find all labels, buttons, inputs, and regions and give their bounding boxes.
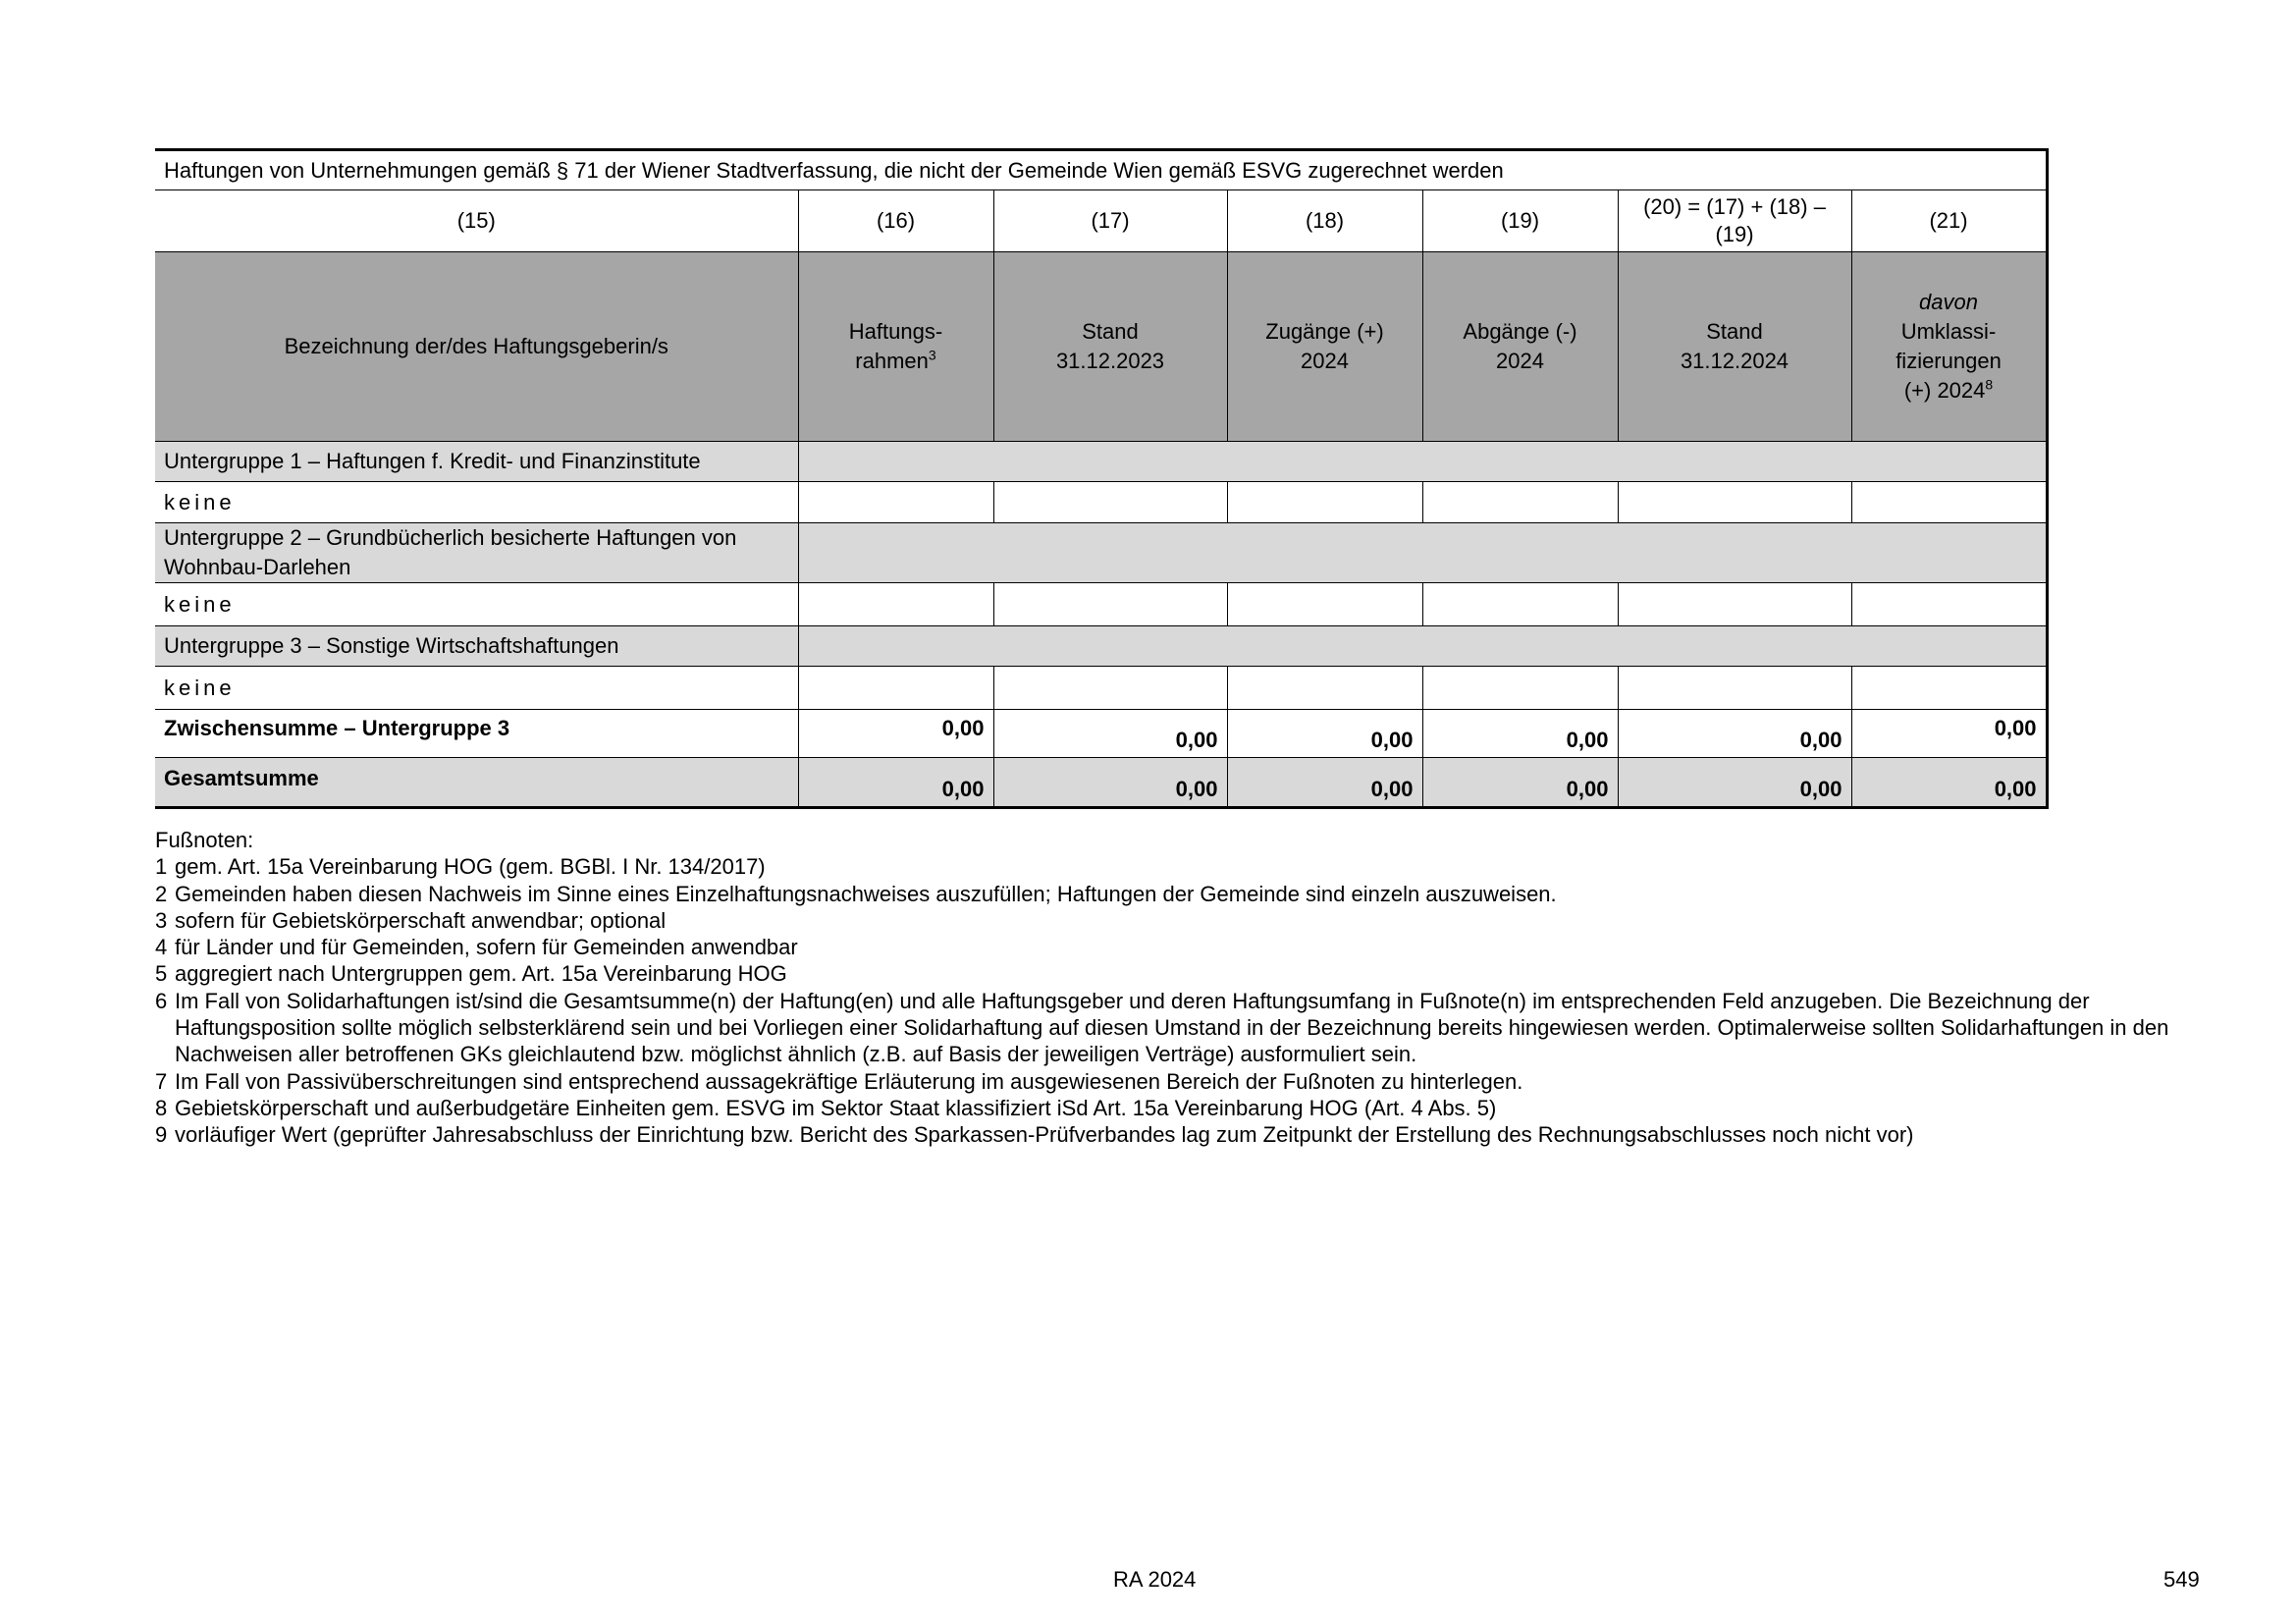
header-abgaenge <box>1422 252 1618 442</box>
footnote-9 <box>155 1121 2177 1148</box>
col-number-15: (15) <box>155 190 798 252</box>
col-number-21: (21) <box>1851 190 2047 252</box>
entry-row-1 <box>155 482 2047 523</box>
entry-cell <box>1227 482 1422 523</box>
footnote-number: 2 <box>155 881 168 906</box>
subtotal-value: 0,00 <box>1618 710 1851 758</box>
footnote-1 <box>155 853 2177 880</box>
header-umklassifizierungen-line1: davon <box>1919 290 1978 314</box>
footnote-2 <box>155 881 2177 907</box>
entry-cell <box>993 667 1227 710</box>
subtotal-value: 0,00 <box>1227 710 1422 758</box>
subgroup-label-1: Untergruppe 1 – Haftungen f. Kredit- und Finanzinstitute <box>155 442 798 482</box>
header-stand-2024 <box>1618 252 1851 442</box>
entry-cell <box>993 482 1227 523</box>
footnote-text: vorläufiger Wert (geprüfter Jahresabschluss der Einrichtung bzw. Bericht des Sparkassen-Prüfverbandes lag zum Zeitpunkt der Erstellung des Rechnungsabschlusses noch nicht vor) <box>175 1122 1914 1148</box>
header-haftungsrahmen-line1: Haftungs- <box>848 319 943 344</box>
footnote-number: 4 <box>155 935 168 960</box>
subgroup-fill-1 <box>798 442 2047 482</box>
entry-row-2 <box>155 583 2047 626</box>
footnote-7 <box>155 1068 2177 1095</box>
subgroup-row-3 <box>155 626 2047 667</box>
entry-cell <box>1227 667 1422 710</box>
header-stand-2023-line2: 31.12.2023 <box>1055 349 1165 373</box>
header-zugaenge-line1: Zugänge (+) <box>1265 319 1384 344</box>
entry-cell <box>798 667 993 710</box>
col-number-16: (16) <box>798 190 993 252</box>
footnote-text: Gebietskörperschaft und außerbudgetäre Einheiten gem. ESVG im Sektor Staat klassifiziert iSd Art. 15a Vereinbarung HOG (Art. 4 Abs. 5) <box>175 1095 1497 1120</box>
subtotal-row <box>155 710 2047 758</box>
subgroup-row-1 <box>155 442 2047 482</box>
footnote-number: 7 <box>155 1068 168 1094</box>
footnote-ref-3: 3 <box>928 347 936 363</box>
table-title: Haftungen von Unternehmungen gemäß § 71 der Wiener Stadtverfassung, die nicht der Gemeinde Wien gemäß ESVG zugerechnet werden <box>155 150 2047 190</box>
subgroup-row-2 <box>155 523 2047 583</box>
entry-label-1: keine <box>155 482 798 523</box>
subtotal-value: 0,00 <box>798 710 993 758</box>
entry-cell <box>1851 482 2047 523</box>
footnote-4 <box>155 934 2177 960</box>
entry-cell <box>798 482 993 523</box>
header-abgaenge-line1: Abgänge (-) <box>1463 319 1577 344</box>
total-value: 0,00 <box>1618 758 1851 808</box>
footnote-8 <box>155 1095 2177 1121</box>
footnote-text: sofern für Gebietskörperschaft anwendbar; optional <box>175 907 667 933</box>
footnote-text: gem. Art. 15a Vereinbarung HOG (gem. BGBl. I Nr. 134/2017) <box>175 854 766 880</box>
entry-label-3: keine <box>155 667 798 710</box>
footnote-5 <box>155 960 2177 987</box>
col-number-18: (18) <box>1227 190 1422 252</box>
col-number-19: (19) <box>1422 190 1618 252</box>
total-label: Gesamtsumme <box>155 758 798 808</box>
header-umklassifizierungen-line3: fizierungen <box>1896 349 2002 373</box>
footnote-number: 9 <box>155 1122 168 1148</box>
footnote-number: 8 <box>155 1095 168 1120</box>
subtotal-label: Zwischensumme – Untergruppe 3 <box>155 710 798 758</box>
header-umklassifizierungen-line2: Umklassi- <box>1900 319 1997 344</box>
subgroup-label-2: Untergruppe 2 – Grundbücherlich besicherte Haftungen von Wohnbau-Darlehen <box>155 523 798 583</box>
subgroup-fill-3 <box>798 626 2047 667</box>
total-value: 0,00 <box>798 758 993 808</box>
total-row <box>155 758 2047 808</box>
header-zugaenge <box>1227 252 1422 442</box>
footnote-number: 3 <box>155 907 168 933</box>
header-haftungsrahmen <box>798 252 993 442</box>
header-zugaenge-line2: 2024 <box>1301 349 1349 373</box>
footnote-ref-8: 8 <box>1985 376 1994 393</box>
guarantees-table <box>155 148 2049 809</box>
header-umklassifizierungen <box>1851 252 2047 442</box>
header-haftungsrahmen-line2: rahmen <box>855 349 929 373</box>
entry-cell <box>798 583 993 626</box>
subtotal-value: 0,00 <box>993 710 1227 758</box>
header-stand-2023-line1: Stand <box>1082 319 1139 344</box>
footnote-number: 1 <box>155 854 168 880</box>
footer-report-label: RA 2024 <box>1113 1567 1197 1592</box>
entry-label-2: keine <box>155 583 798 626</box>
entry-cell <box>1422 482 1618 523</box>
entry-cell <box>1618 482 1851 523</box>
entry-cell <box>1422 583 1618 626</box>
footnote-text: Gemeinden haben diesen Nachweis im Sinne eines Einzelhaftungsnachweises auszufüllen; Haftungen der Gemeinde sind einzeln auszuweisen. <box>175 881 1557 906</box>
header-stand-2024-line2: 31.12.2024 <box>1680 349 1789 373</box>
entry-cell <box>1851 667 2047 710</box>
entry-cell <box>1851 583 2047 626</box>
entry-cell <box>993 583 1227 626</box>
header-stand-2024-line1: Stand <box>1706 319 1763 344</box>
footnote-text: aggregiert nach Untergruppen gem. Art. 15a Vereinbarung HOG <box>175 961 787 987</box>
subgroup-fill-2 <box>798 523 2047 583</box>
footnote-number: 6 <box>155 988 168 1013</box>
header-stand-2023 <box>993 252 1227 442</box>
footnote-6 <box>155 988 2177 1068</box>
footnotes <box>155 827 2177 1149</box>
header-umklassifizierungen-line4: (+) 2024 <box>1903 378 1986 403</box>
total-value: 0,00 <box>1422 758 1618 808</box>
subtotal-value: 0,00 <box>1422 710 1618 758</box>
footnote-text: Im Fall von Passivüberschreitungen sind entsprechend aussagekräftige Erläuterung im ausgewiesenen Bereich der Fußnoten zu hinterlegen. <box>175 1068 1523 1094</box>
entry-cell <box>1618 583 1851 626</box>
footnotes-heading: Fußnoten: <box>155 828 254 852</box>
table-title-row <box>155 150 2047 190</box>
page-number: 549 <box>2163 1567 2200 1592</box>
footnote-text: Im Fall von Solidarhaftungen ist/sind die Gesamtsumme(n) der Haftung(en) und alle Haftungsgeber und deren Haftungsumfang in Fußnote(n) im entsprechenden Feld anzugeben. Die Bezeichnung der Haftungsposition sollte möglich selbsterklärend sein und bei Vorliegen einer Solidarhaftung auf diesen Umstand in der Bezeichnung bereits hingewiesen werden. Optimalerweise sollten Solidarhaftungen in den Nachweisen aller betroffenen GKs gleichlautend bzw. möglichst ähnlich (z.B. auf Basis der jeweiligen Verträge) ausformuliert sein. <box>175 988 2169 1067</box>
subtotal-value: 0,00 <box>1851 710 2047 758</box>
footnote-number: 5 <box>155 961 168 987</box>
column-header-row <box>155 252 2047 442</box>
entry-cell <box>1227 583 1422 626</box>
col-number-17: (17) <box>993 190 1227 252</box>
header-bezeichnung: Bezeichnung der/des Haftungsgeberin/s <box>155 252 798 442</box>
total-value: 0,00 <box>993 758 1227 808</box>
entry-cell <box>1618 667 1851 710</box>
col-number-20: (20) = (17) + (18) – (19) <box>1618 190 1851 252</box>
subgroup-label-3: Untergruppe 3 – Sonstige Wirtschaftshaftungen <box>155 626 798 667</box>
entry-cell <box>1422 667 1618 710</box>
entry-row-3 <box>155 667 2047 710</box>
total-value: 0,00 <box>1851 758 2047 808</box>
footnote-text: für Länder und für Gemeinden, sofern für Gemeinden anwendbar <box>175 935 798 960</box>
total-value: 0,00 <box>1227 758 1422 808</box>
column-number-row <box>155 190 2047 252</box>
footnote-3 <box>155 907 2177 934</box>
header-abgaenge-line2: 2024 <box>1496 349 1544 373</box>
